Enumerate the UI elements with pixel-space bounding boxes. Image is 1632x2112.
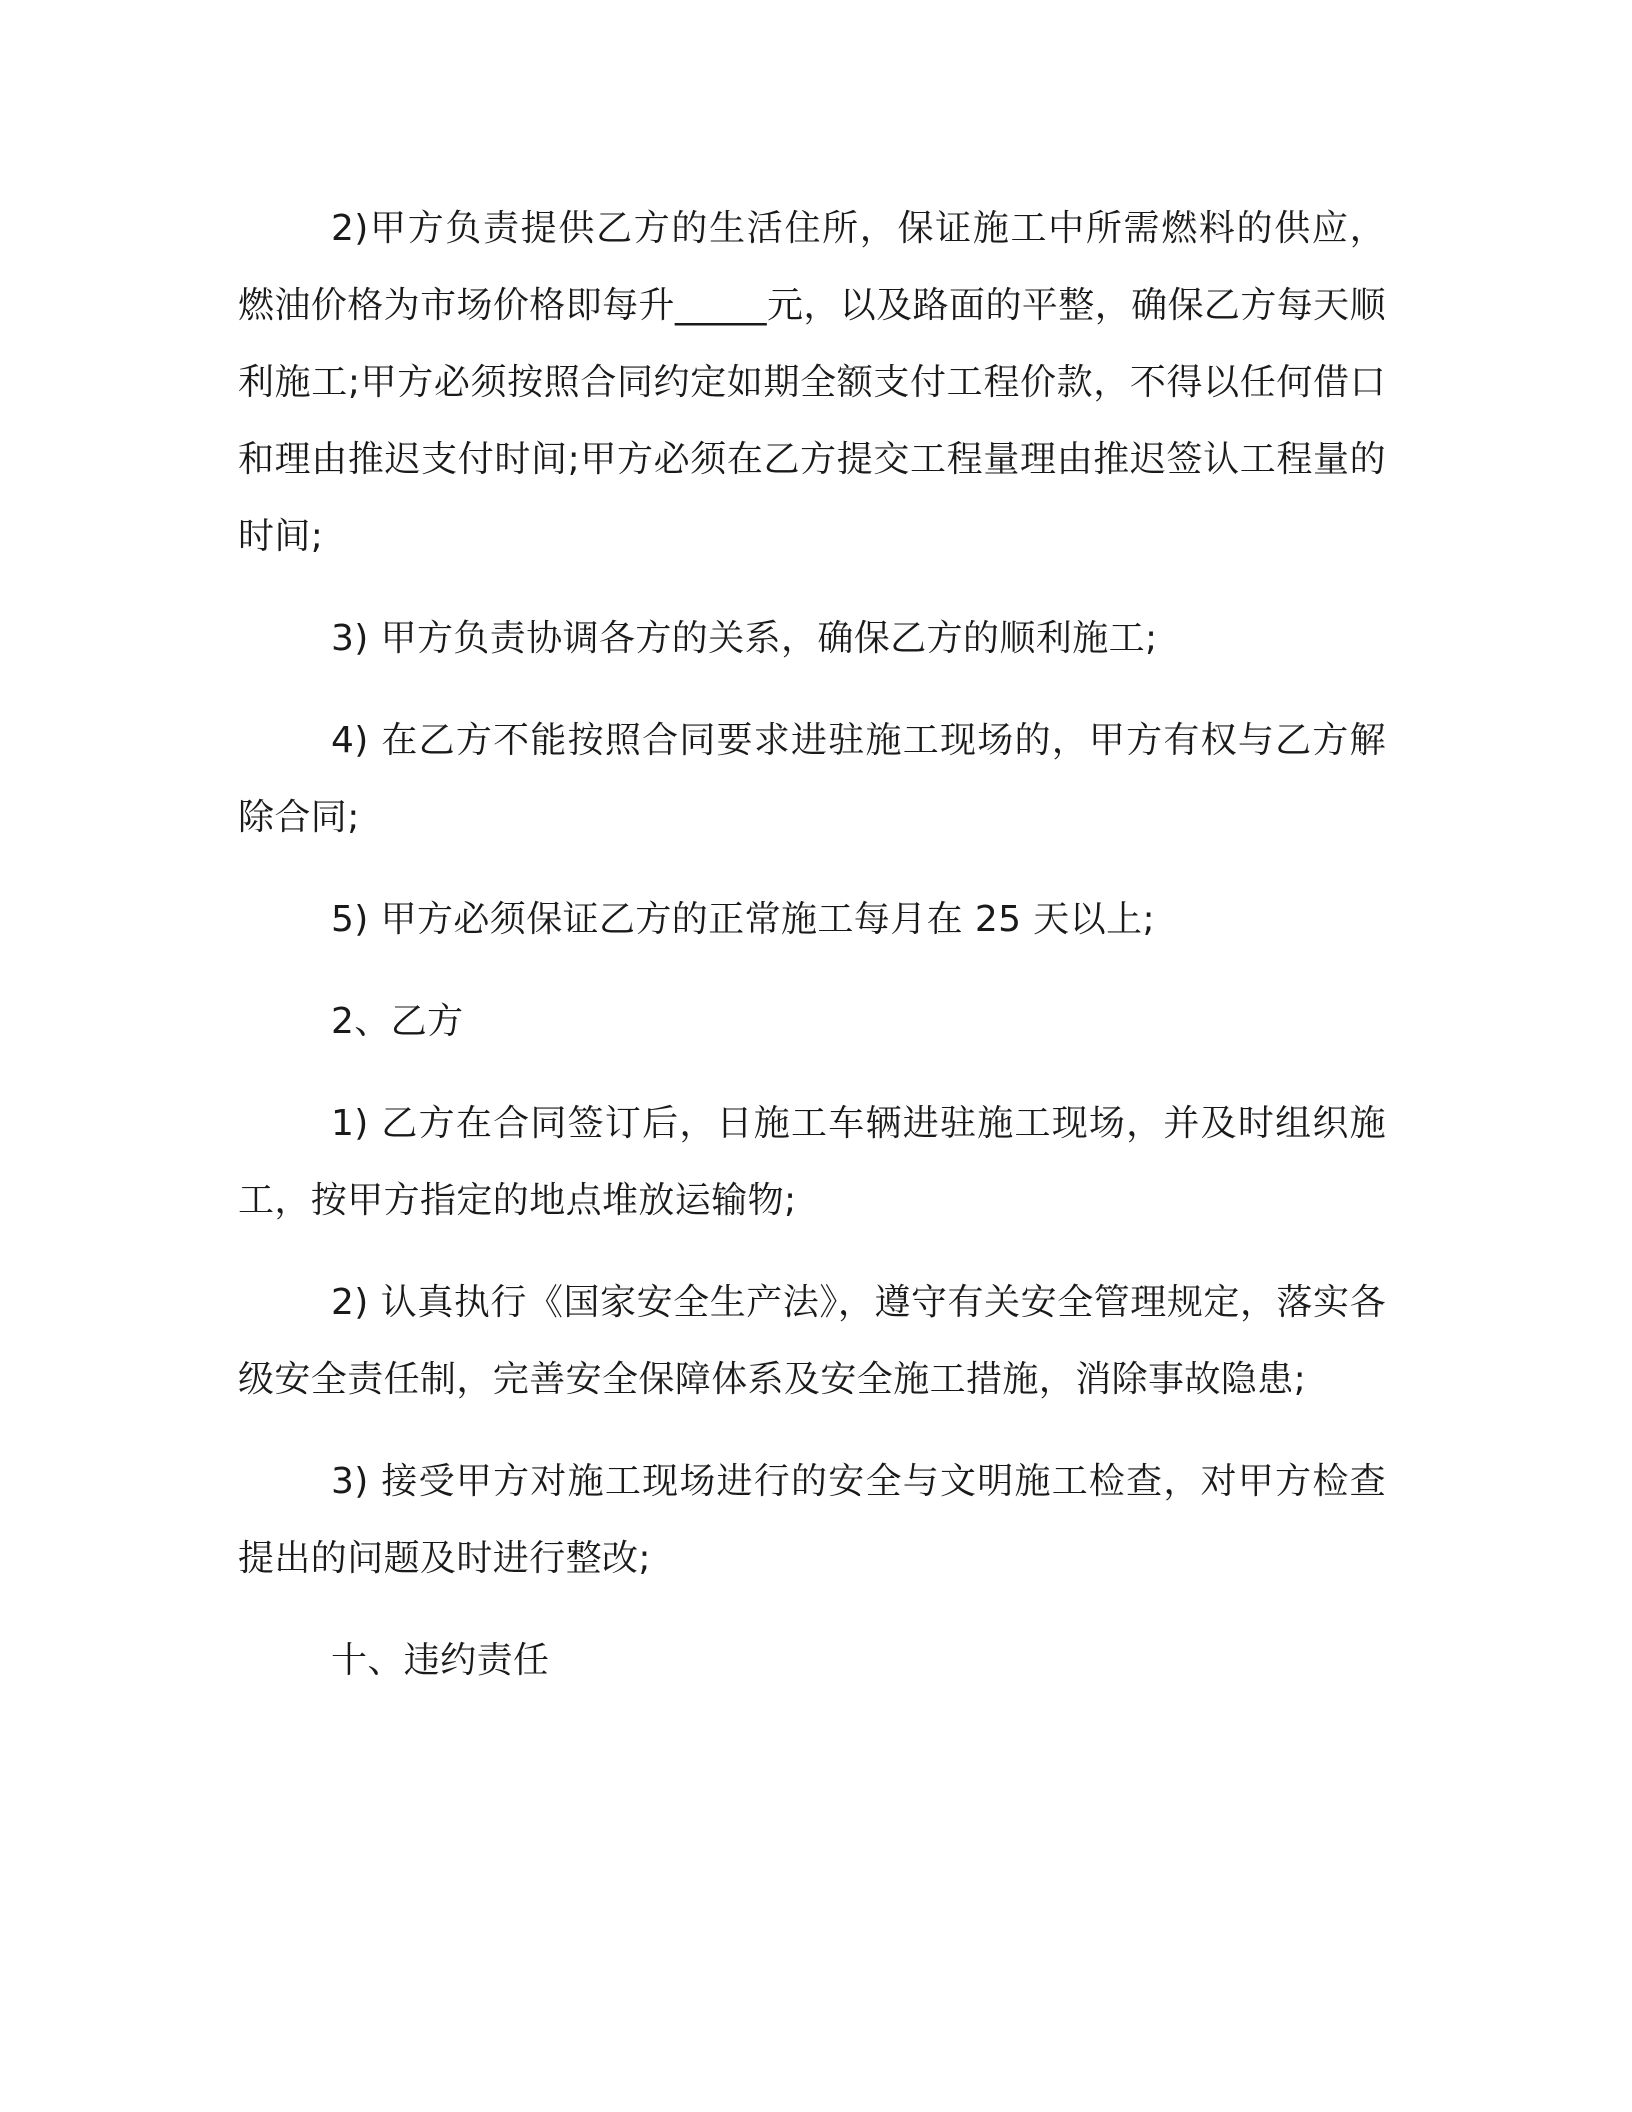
clause-party-a-5: 5) 甲方必须保证乙方的正常施工每月在 25 天以上;	[331, 899, 1156, 940]
clause-party-b-3: 3) 接受甲方对施工现场进行的安全与文明施工检查，对甲方检查提出的问题及时进行整改;	[238, 1461, 1386, 1579]
clause-party-b-1: 1) 乙方在合同签订后，日施工车辆进驻施工现场，并及时组织施工，按甲方指定的地点堆放运输物;	[238, 1103, 1386, 1221]
document-body	[238, 190, 1386, 1724]
clause-party-a-3: 3) 甲方负责协调各方的关系，确保乙方的顺利施工;	[331, 618, 1158, 659]
section-heading-party-b: 2、乙方	[331, 1001, 464, 1042]
section-heading-liability: 十、违约责任	[331, 1640, 550, 1681]
clause-party-b-2: 2) 认真执行《国家安全生产法》，遵守有关安全管理规定，落实各级安全责任制，完善安全保障体系及安全施工措施，消除事故隐患;	[238, 1282, 1386, 1400]
clause-party-a-4: 4) 在乙方不能按照合同要求进驻施工现场的，甲方有权与乙方解除合同;	[238, 720, 1386, 838]
clause-party-a-2: 2)甲方负责提供乙方的生活住所，保证施工中所需燃料的供应，燃油价格为市场价格即每升_____元，以及路面的平整，确保乙方每天顺利施工;甲方必须按照合同约定如期全额支付工程价款，不得以任何借口和理由推迟支付时间;甲方必须在乙方提交工程量理由推迟签认工程量的时间;	[238, 208, 1386, 557]
